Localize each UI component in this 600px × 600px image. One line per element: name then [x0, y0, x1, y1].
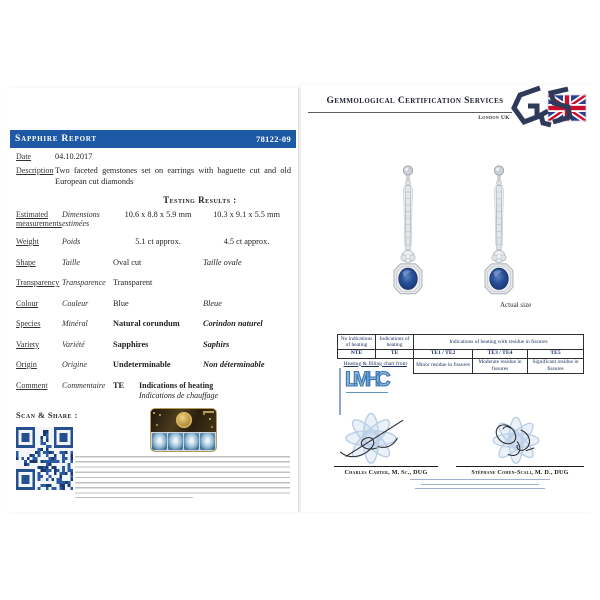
result-label-en: Shape: [16, 257, 36, 267]
report-header-bar: [10, 130, 296, 148]
result-label-fr: Minéral: [62, 319, 88, 328]
result-row-measurements: [16, 210, 290, 237]
date-value: 04.10.2017: [55, 152, 93, 161]
desc-cell: Minor residue in fissures: [414, 358, 473, 373]
scan-artifact-line: [339, 368, 341, 415]
result-value-1: Undeterminable: [113, 360, 171, 369]
result-label-en: Estimated measurements: [16, 210, 62, 229]
result-value-2: Corindon naturel: [203, 319, 263, 328]
hologram-seal-band: [151, 409, 216, 432]
comment-code: TE: [113, 380, 125, 390]
report-number: 78122-09: [256, 134, 291, 144]
lab-name: Gemmological Certification Services: [326, 96, 504, 106]
code-cell: TE: [376, 349, 414, 358]
chart-source-note: Heating & filling chart from: [343, 360, 407, 367]
code-cell: TE3 / TE4: [473, 349, 528, 358]
result-row-transparency: [16, 278, 290, 299]
result-label-en: Species: [16, 319, 41, 328]
scan-share-label: Scan & Share :: [16, 410, 78, 420]
gold-seal-icon: [176, 412, 192, 428]
comment-detail: [139, 381, 290, 408]
earring-photo-left: [380, 164, 436, 304]
header-rule: [308, 112, 512, 113]
testing-results-title: Testing Results :: [163, 195, 237, 205]
result-row-origin: [16, 360, 290, 381]
gem-thumbnail: [200, 433, 215, 450]
heating-header-row: [338, 335, 584, 350]
result-row-species: [16, 319, 290, 340]
result-label-fr: Taille: [62, 257, 80, 267]
description-row: [16, 166, 292, 188]
result-value-2: 10.3 x 9.1 x 5.5 mm: [213, 210, 280, 219]
result-label-fr: Variété: [62, 339, 85, 349]
actual-size-caption: Actual size: [500, 301, 532, 309]
result-value-1: 10.6 x 8.8 x 5.9 mm: [124, 210, 192, 219]
result-label-fr: Poids: [62, 237, 81, 246]
comment-line-fr: Indications de chauffage: [139, 390, 219, 400]
hologram-gem-strip: [151, 432, 216, 451]
col-header-span: Indications of heating with residue in fissures: [414, 335, 584, 350]
desc-cell: Significant residue in fissures: [528, 358, 584, 373]
signatory-name-right: Stéphane Cohen-Scali, M. D., DUG: [471, 469, 569, 476]
signature-right: [484, 416, 548, 466]
result-label-en: Transparency: [16, 278, 60, 287]
result-label-en: Origin: [16, 360, 37, 369]
col-header: No indications of heating: [338, 335, 376, 350]
lab-location: London UK: [478, 115, 510, 121]
signature-rule-left: [334, 466, 438, 467]
col-header: Indications of heating: [376, 335, 414, 350]
result-value-2: Taille ovale: [203, 257, 242, 267]
fine-print-last-line: [75, 497, 193, 498]
result-value-1: Oval cut: [113, 257, 142, 267]
result-label-en: Weight: [16, 237, 39, 246]
date-row: [16, 152, 292, 161]
qr-code: [16, 427, 73, 490]
hologram-serial: [203, 411, 214, 413]
comment-line-en: Indications of heating: [139, 380, 214, 390]
testing-results-table: [16, 210, 290, 408]
code-cell: NTE: [338, 349, 376, 358]
result-value-1: Sapphires: [113, 339, 149, 349]
hologram-sticker: [150, 408, 217, 452]
description-label: Description: [16, 166, 54, 175]
signature-left: [336, 412, 406, 466]
result-value-2: 4.5 ct approx.: [223, 237, 270, 246]
result-value-1: 5.1 ct approx.: [135, 237, 181, 246]
result-value-1: Natural corundum: [113, 319, 180, 328]
result-label-fr: Couleur: [62, 298, 89, 308]
code-cell: TE1 / TE2: [414, 349, 473, 358]
description-value: Two faceted gemstones set on earrings with baguette cut and old European cut diamonds: [55, 166, 291, 186]
result-label-en: Variety: [16, 339, 40, 349]
result-label-fr: Transparence: [62, 278, 106, 287]
gem-thumbnail: [152, 433, 167, 450]
gcs-logo-icon: [510, 84, 590, 132]
code-cell: TE5: [528, 349, 584, 358]
signature-rule-right: [456, 466, 584, 467]
date-label: Date: [16, 152, 32, 161]
result-row-comment: [16, 381, 290, 408]
result-row-weight: [16, 237, 290, 258]
result-value-2: [203, 278, 290, 299]
lmhc-logo: LMHC: [345, 368, 386, 391]
result-value-1: Blue: [113, 298, 129, 308]
result-label-fr: Origine: [62, 360, 87, 369]
sparkle-dots: [153, 412, 155, 414]
security-fine-print: [405, 479, 555, 489]
earring-photo-right: [471, 164, 527, 304]
signatory-name-left: Charles Carter, M. Sc., DUG: [344, 469, 428, 476]
fine-print-text: [75, 456, 290, 496]
result-row-variety: [16, 340, 290, 361]
result-value-2: Saphirs: [203, 339, 230, 349]
result-row-colour: [16, 299, 290, 320]
report-title: Sapphire Report: [15, 134, 97, 144]
result-row-shape: [16, 258, 290, 279]
heating-codes-row: [338, 349, 584, 358]
result-label-en: Colour: [16, 298, 39, 308]
desc-cell: Moderate residue in fissures: [473, 358, 528, 373]
gem-thumbnail: [168, 433, 183, 450]
result-label-fr: Dimensions estimées: [62, 210, 100, 229]
result-label-fr: Commentaire: [62, 380, 106, 390]
gcs-letters: [514, 88, 570, 125]
lmhc-logo-rule: [346, 392, 388, 393]
result-value-1: Transparent: [113, 278, 153, 287]
result-value-2: Non déterminable: [203, 360, 265, 369]
result-value-2: Bleue: [203, 298, 222, 308]
gem-thumbnail: [184, 433, 199, 450]
result-label-en: Comment: [16, 380, 48, 390]
